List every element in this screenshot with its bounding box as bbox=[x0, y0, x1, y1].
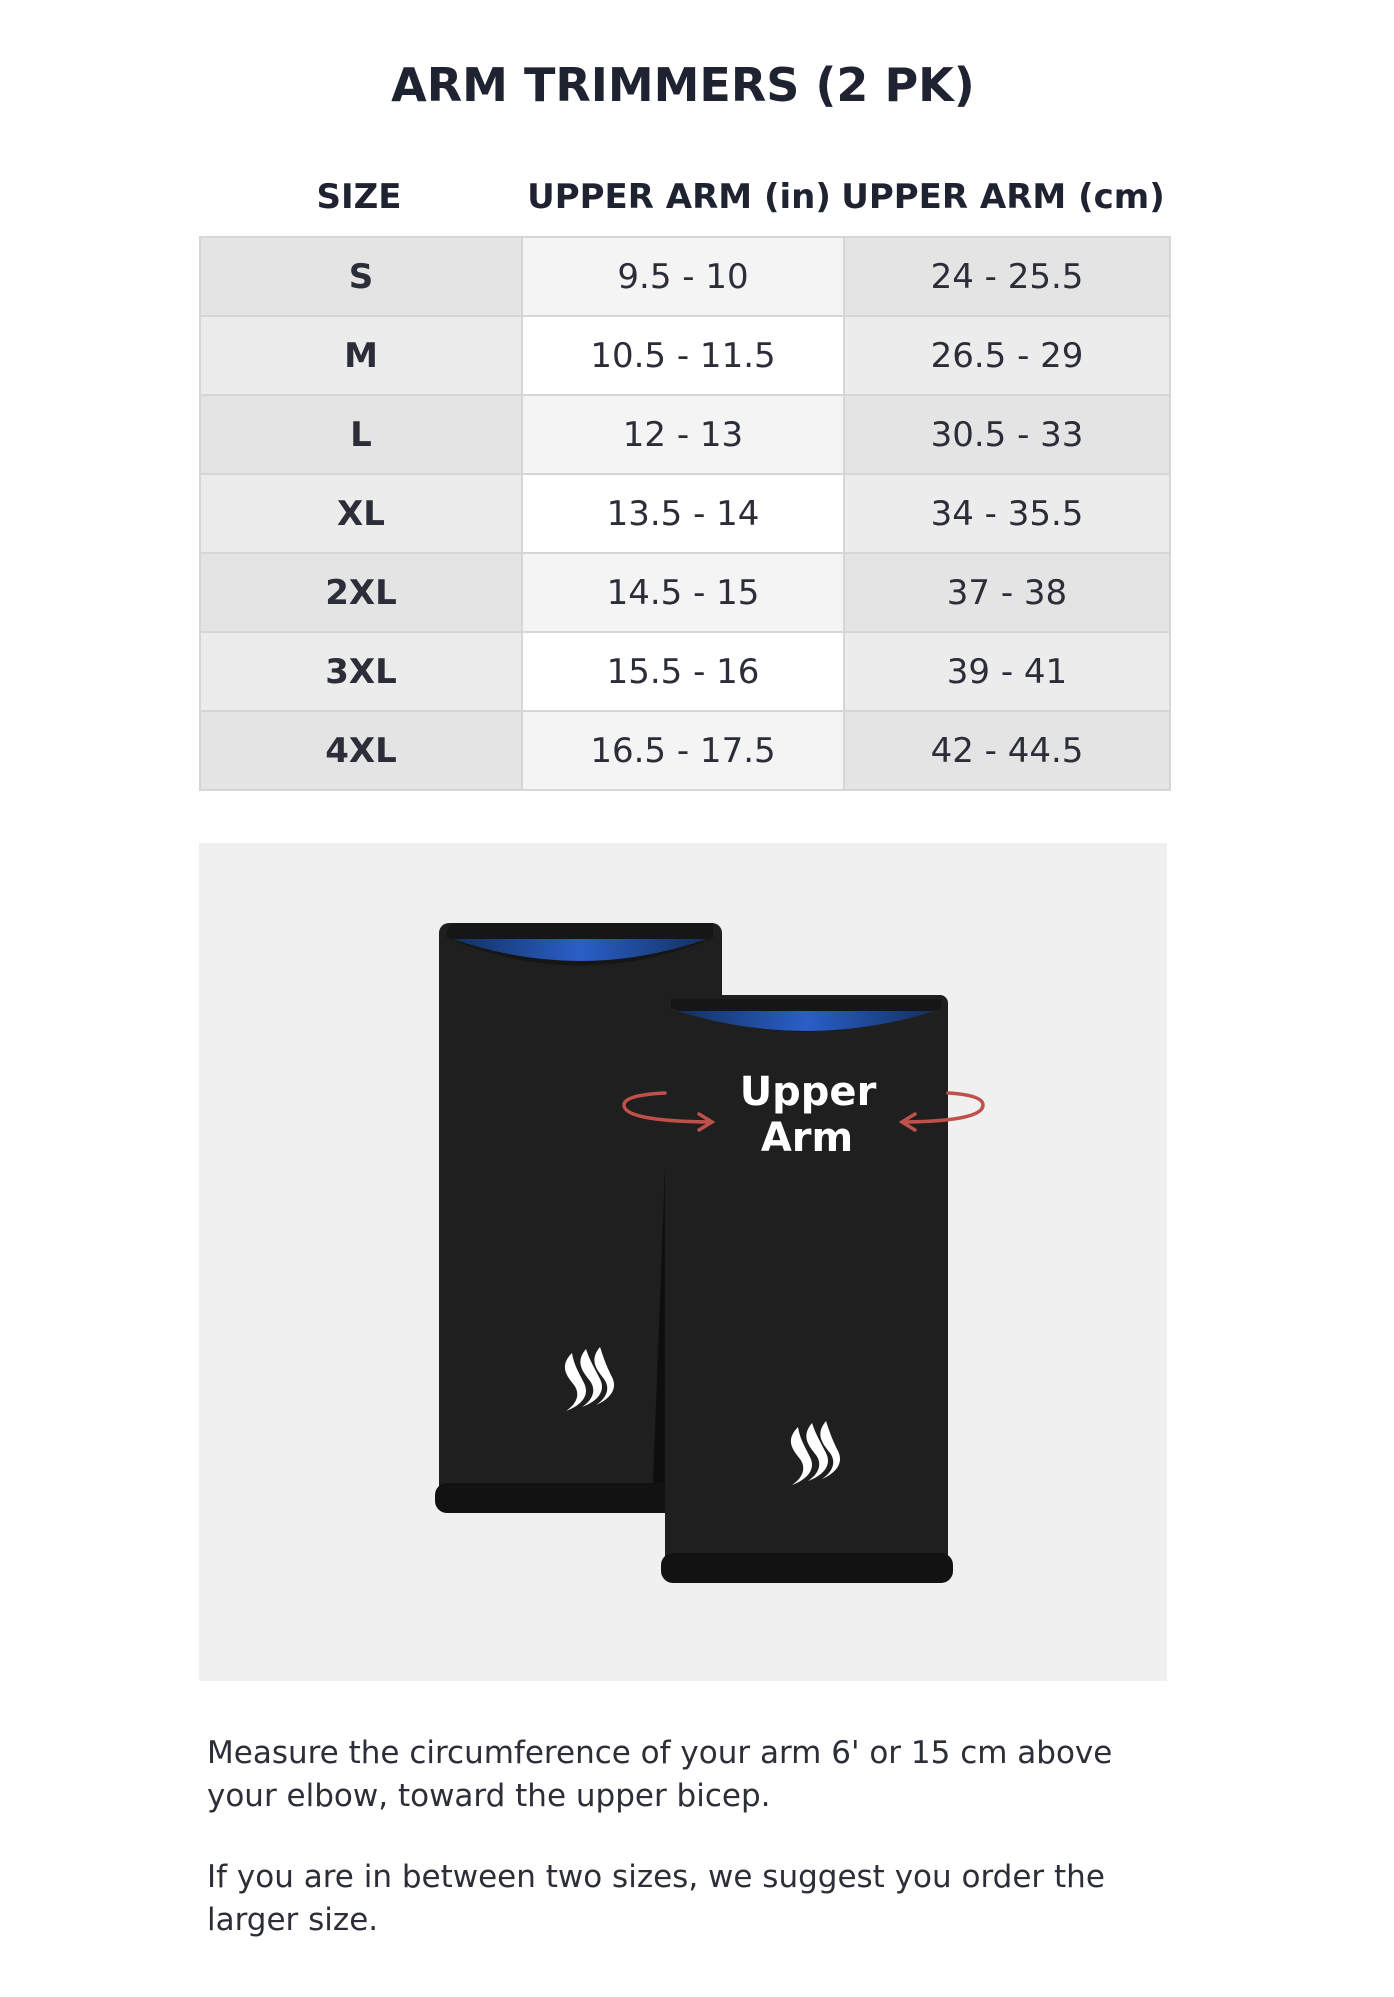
sizing-advice: If you are in between two sizes, we suggest you order the larger size. bbox=[207, 1859, 1105, 1938]
upper-arm-in-cell: 10.5 - 11.5 bbox=[522, 316, 844, 395]
upper-arm-label-line1: Upper bbox=[739, 1069, 877, 1115]
size-cell: 4XL bbox=[200, 711, 522, 790]
upper-arm-cm-cell: 34 - 35.5 bbox=[844, 474, 1170, 553]
upper-arm-cm-cell: 37 - 38 bbox=[844, 553, 1170, 632]
upper-arm-cm-cell: 39 - 41 bbox=[844, 632, 1170, 711]
arm-trimmer-illustration bbox=[199, 843, 1167, 1681]
column-header-size: SIZE bbox=[316, 177, 402, 217]
upper-arm-in-cell: 13.5 - 14 bbox=[522, 474, 844, 553]
size-cell: 2XL bbox=[200, 553, 522, 632]
upper-arm-cm-cell: 42 - 44.5 bbox=[844, 711, 1170, 790]
size-chart-table bbox=[199, 236, 1171, 791]
table-row bbox=[200, 711, 1170, 790]
upper-arm-cm-cell: 30.5 - 33 bbox=[844, 395, 1170, 474]
table-row bbox=[200, 395, 1170, 474]
upper-arm-in-cell: 14.5 - 15 bbox=[522, 553, 844, 632]
upper-arm-cm-cell: 24 - 25.5 bbox=[844, 237, 1170, 316]
column-header-upper-arm-in: UPPER ARM (in) bbox=[527, 177, 831, 217]
upper-arm-in-cell: 9.5 - 10 bbox=[522, 237, 844, 316]
table-row bbox=[200, 553, 1170, 632]
upper-arm-label-line2: Arm bbox=[760, 1115, 854, 1161]
upper-arm-in-cell: 12 - 13 bbox=[522, 395, 844, 474]
size-cell: XL bbox=[200, 474, 522, 553]
column-header-upper-arm-cm: UPPER ARM (cm) bbox=[841, 177, 1165, 217]
size-cell: S bbox=[200, 237, 522, 316]
table-row bbox=[200, 474, 1170, 553]
page-title: ARM TRIMMERS (2 PK) bbox=[391, 58, 975, 112]
table-row bbox=[200, 632, 1170, 711]
upper-arm-cm-cell: 26.5 - 29 bbox=[844, 316, 1170, 395]
size-cell: L bbox=[200, 395, 522, 474]
table-row bbox=[200, 237, 1170, 316]
size-cell: 3XL bbox=[200, 632, 522, 711]
upper-arm-in-cell: 15.5 - 16 bbox=[522, 632, 844, 711]
upper-arm-in-cell: 16.5 - 17.5 bbox=[522, 711, 844, 790]
table-row bbox=[200, 316, 1170, 395]
measure-instructions: Measure the circumference of your arm 6' or 15 cm above your elbow, toward the upper bicep. bbox=[207, 1735, 1113, 1814]
size-cell: M bbox=[200, 316, 522, 395]
